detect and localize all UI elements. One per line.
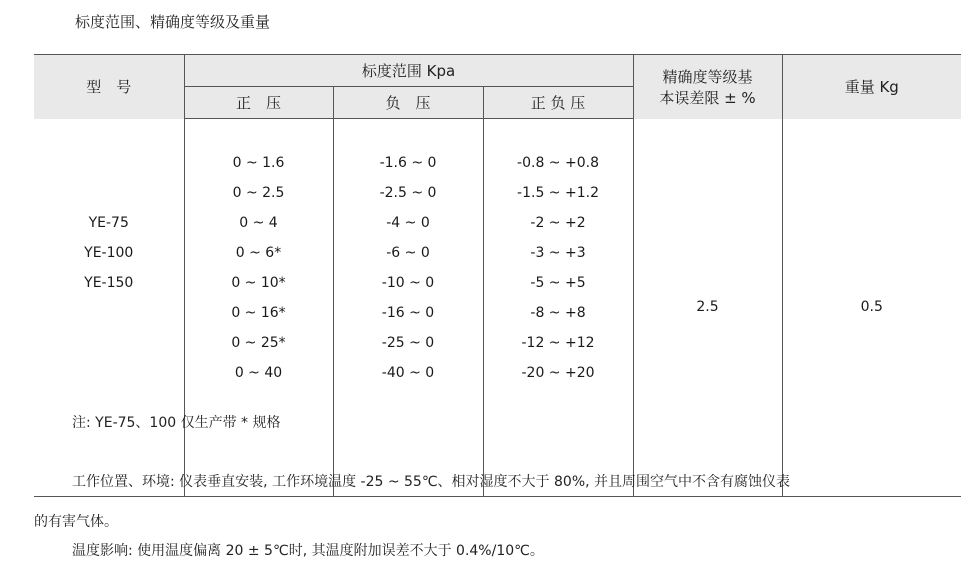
posneg-value: -5 ~ +5 [530, 275, 586, 291]
positive-value: 0 ~ 1.6 [232, 155, 285, 171]
environment-line1: 工作位置、环境: 仪表垂直安装, 工作环境温度 -25 ~ 55℃、相对湿度不大于 80%, 并且周围空气中不含有腐蚀仪表 [72, 474, 791, 490]
negative-value: -16 ~ 0 [381, 305, 435, 321]
header-positive: 正 压 [184, 87, 333, 119]
accuracy-cell: 2.5 [633, 119, 782, 497]
negative-value: -2.5 ~ 0 [379, 185, 437, 201]
model-item: YE-100 [84, 244, 134, 261]
posneg-value: -1.5 ~ +1.2 [517, 185, 599, 201]
negative-value: -1.6 ~ 0 [379, 155, 437, 171]
negative-value: -40 ~ 0 [381, 365, 435, 381]
temperature-paragraph: 温度影响: 使用温度偏离 20 ± 5℃时, 其温度附加误差不大于 0.4%/10℃。 [72, 543, 544, 559]
negative-value: -4 ~ 0 [386, 215, 430, 231]
model-item: YE-150 [84, 274, 134, 291]
posneg-value: -12 ~ +12 [521, 335, 595, 351]
header-weight: 重量 Kg [782, 55, 961, 119]
positive-value: 0 ~ 16* [231, 305, 286, 321]
header-negative: 负 压 [333, 87, 483, 119]
posneg-value: -3 ~ +3 [530, 245, 586, 261]
model-item: YE-75 [88, 214, 129, 231]
negative-value: -6 ~ 0 [386, 245, 430, 261]
header-model: 型 号 [34, 55, 184, 119]
weight-cell: 0.5 [782, 119, 961, 497]
header-posneg: 正 负 压 [483, 87, 633, 119]
negative-value: -25 ~ 0 [381, 335, 435, 351]
positive-value: 0 ~ 2.5 [232, 185, 285, 201]
table-row [34, 119, 961, 497]
footnote: 注: YE-75、100 仅生产带 * 规格 [72, 415, 281, 431]
header-accuracy [633, 55, 782, 119]
negative-cell [333, 119, 483, 497]
header-accuracy-line2: 本误差限 ± % [659, 88, 756, 107]
positive-value: 0 ~ 4 [239, 215, 278, 231]
positive-value: 0 ~ 40 [234, 365, 283, 381]
header-range: 标度范围 Kpa [184, 55, 633, 87]
environment-paragraph [34, 462, 952, 542]
positive-value: 0 ~ 6* [235, 245, 282, 261]
posneg-value: -2 ~ +2 [530, 215, 586, 231]
positive-value: 0 ~ 10* [231, 275, 286, 291]
header-accuracy-line1: 精确度等级基 [662, 67, 753, 86]
posneg-value: -8 ~ +8 [530, 305, 586, 321]
posneg-value: -20 ~ +20 [521, 365, 595, 381]
positive-cell [184, 119, 333, 497]
environment-line2: 的有害气体。 [34, 514, 118, 530]
negative-value: -10 ~ 0 [381, 275, 435, 291]
models-cell [34, 119, 184, 497]
posneg-cell [483, 119, 633, 497]
section-title: 标度范围、精确度等级及重量 [75, 13, 271, 31]
positive-value: 0 ~ 25* [231, 335, 286, 351]
posneg-value: -0.8 ~ +0.8 [517, 155, 599, 171]
